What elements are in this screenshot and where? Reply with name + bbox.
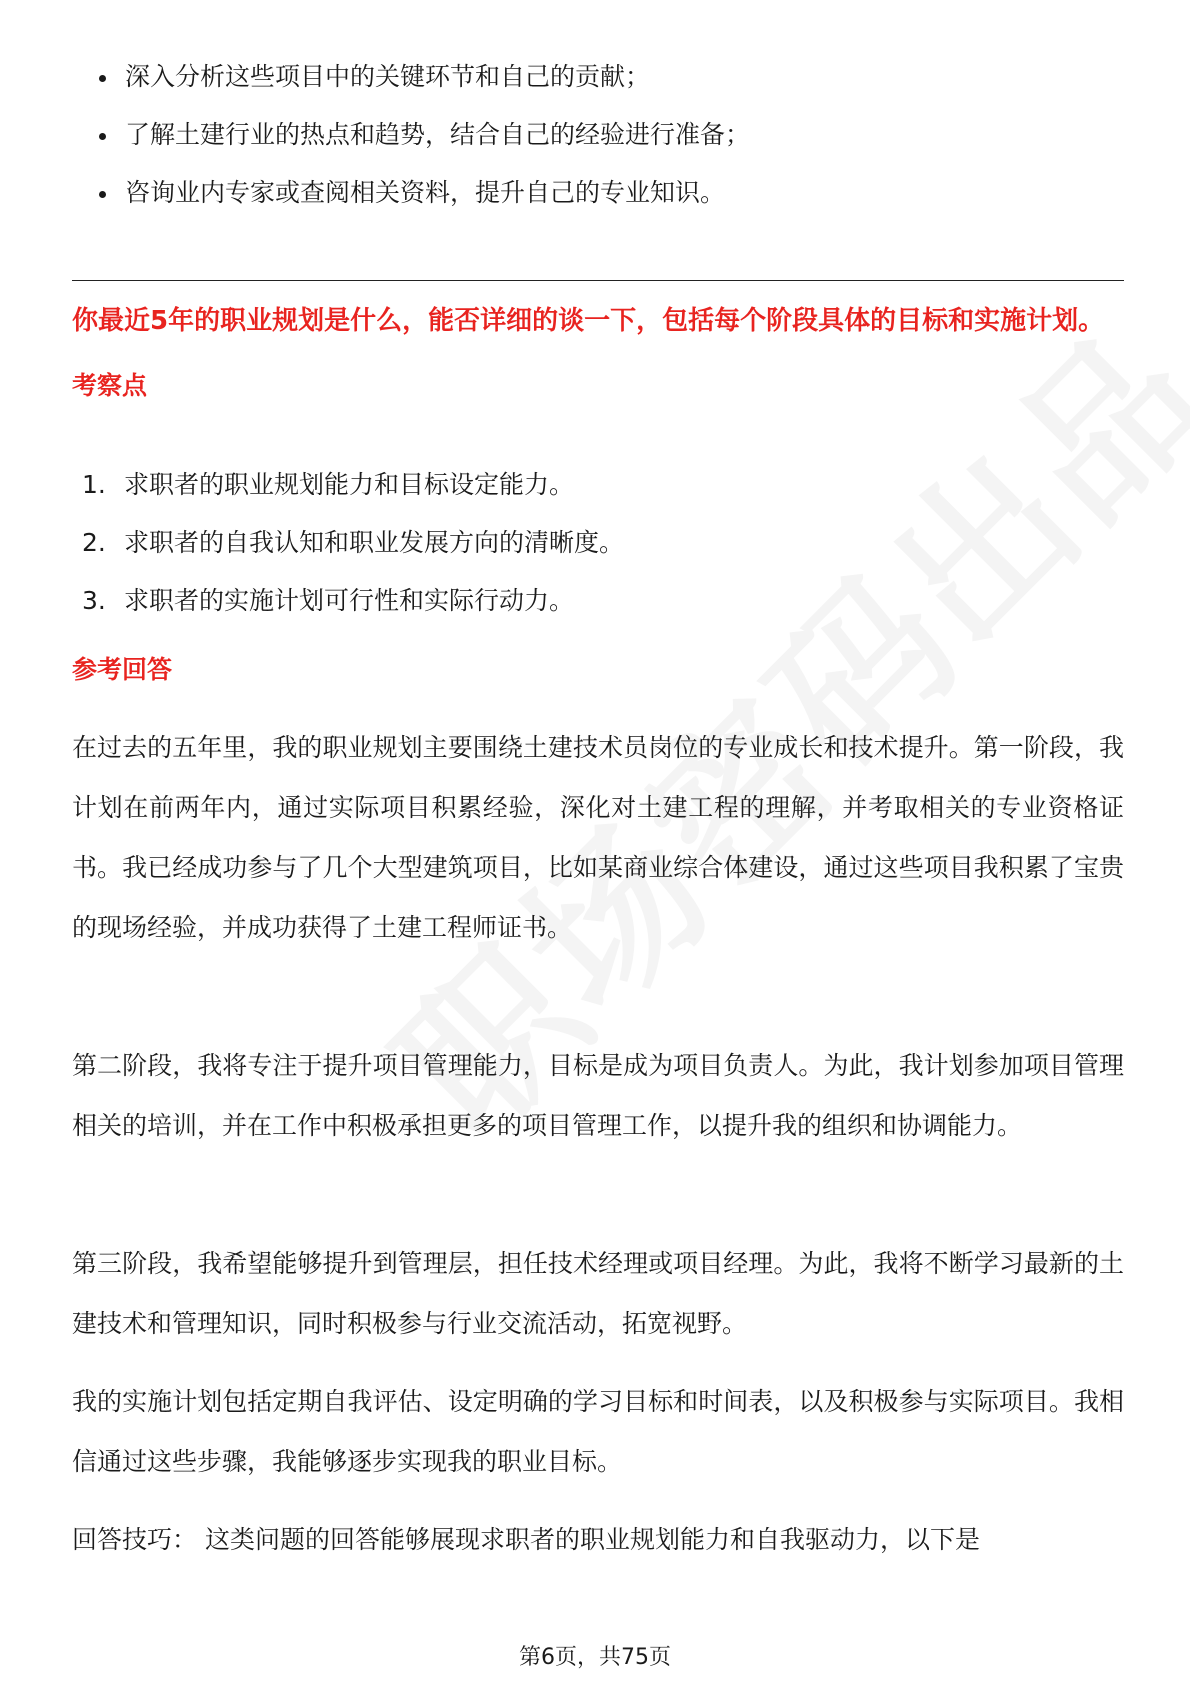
item-number: 1. [82, 470, 106, 499]
list-item: 深入分析这些项目中的关键环节和自己的贡献； [95, 62, 1095, 92]
answer-paragraph: 我的实施计划包括定期自我评估、设定明确的学习目标和时间表，以及积极参与实际项目。我相信通过这些步骤，我能够逐步实现我的职业目标。 [72, 1387, 1124, 1476]
assessment-list [82, 470, 1082, 644]
item-number: 2. [82, 528, 106, 557]
page-number: 第6页，共75页 [519, 1645, 671, 1670]
answer-paragraph: 第三阶段，我希望能够提升到管理层，担任技术经理或项目经理。为此，我将不断学习最新的土建技术和管理知识，同时积极参与行业交流活动，拓宽视野。 [72, 1249, 1124, 1338]
item-text: 求职者的自我认知和职业发展方向的清晰度。 [124, 528, 625, 557]
answer-paragraph: 第二阶段，我将专注于提升项目管理能力，目标是成为项目负责人。为此，我计划参加项目管理相关的培训，并在工作中积极承担更多的项目管理工作，以提升我的组织和协调能力。 [72, 1051, 1124, 1140]
list-item [82, 470, 1082, 500]
list-item [82, 528, 1082, 558]
list-item: 咨询业内专家或查阅相关资料，提升自己的专业知识。 [95, 178, 1095, 208]
interview-question: 你最近5年的职业规划是什么，能否详细的谈一下，包括每个阶段具体的目标和实施计划。 [72, 306, 1105, 336]
section-divider [72, 280, 1124, 281]
answer-heading: 参考回答 [72, 655, 173, 684]
item-text: 求职者的职业规划能力和目标设定能力。 [124, 470, 575, 499]
item-text: 求职者的实施计划可行性和实际行动力。 [124, 586, 575, 615]
list-item [82, 586, 1082, 616]
answer-tips: 回答技巧： 这类问题的回答能够展现求职者的职业规划能力和自我驱动力，以下是 [72, 1525, 980, 1554]
item-number: 3. [82, 586, 106, 615]
tips-bullet-list [95, 62, 1095, 236]
answer-paragraph: 在过去的五年里，我的职业规划主要围绕土建技术员岗位的专业成长和技术提升。第一阶段，我计划在前两年内，通过实际项目积累经验，深化对土建工程的理解，并考取相关的专业资格证书。我已经成功参与了几个大型建筑项目，比如某商业综合体建设，通过这些项目我积累了宝贵的现场经验，并成功获得了土建工程师证书。 [72, 733, 1124, 942]
assessment-heading: 考察点 [72, 371, 148, 400]
list-item: 了解土建行业的热点和趋势，结合自己的经验进行准备； [95, 120, 1095, 150]
